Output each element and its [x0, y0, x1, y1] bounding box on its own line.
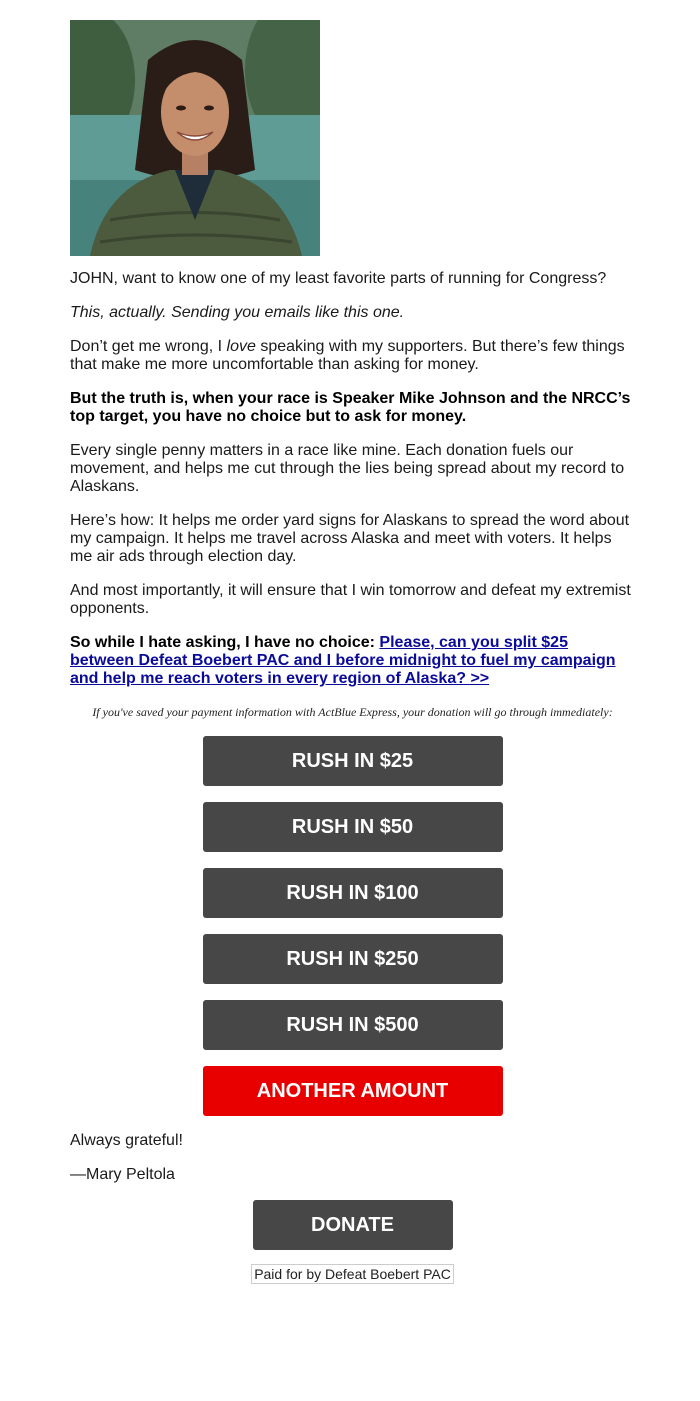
paragraph-truth: But the truth is, when your race is Speaker Mike Johnson and the NRCC’s top target, you have no choice but to ask for money. [70, 390, 631, 425]
signature: —Mary Peltola [70, 1166, 175, 1183]
donation-buttons [70, 736, 635, 1116]
emphasis-love: love [226, 338, 256, 355]
paragraph-dont-get-me-wrong [70, 338, 635, 374]
rush-50-button[interactable]: RUSH IN $50 [203, 802, 503, 852]
rush-25-button[interactable]: RUSH IN $25 [203, 736, 503, 786]
portrait-illustration [70, 20, 320, 256]
paid-for-by-disclaimer: Paid for by Defeat Boebert PAC [251, 1264, 454, 1284]
paragraph-text: speaking with my supporters. But there’s few things that make me more uncomfortable than asking for money. [70, 338, 625, 373]
donate-button-wrap [70, 1200, 635, 1250]
footer-wrap [70, 1250, 635, 1284]
paragraph-every-penny: Every single penny matters in a race like mine. Each donation fuels our movement, and helps me cut through the lies being spread about my record to Alaskans. [70, 442, 625, 495]
paragraph-this-actually: This, actually. Sending you emails like this one. [70, 304, 405, 321]
donate-button[interactable]: DONATE [253, 1200, 453, 1250]
paragraph-heres-how: Here’s how: It helps me order yard signs for Alaskans to spread the word about my campaign. It helps me travel across Alaska and meet with voters. It helps me air ads through election day. [70, 512, 630, 565]
donate-link[interactable]: Please, can you split $25 between Defeat Boebert PAC and I before midnight to fuel my campaign and help me reach voters in every region of Alaska? >> [70, 634, 616, 687]
paragraph-text: Don’t get me wrong, I [70, 338, 227, 355]
rush-100-button[interactable]: RUSH IN $100 [203, 868, 503, 918]
actblue-express-note: If you've saved your payment information with ActBlue Express, your donation will go through immediately: [92, 705, 613, 719]
another-amount-button[interactable]: ANOTHER AMOUNT [203, 1066, 503, 1116]
paragraph-most-importantly: And most importantly, it will ensure that I win tomorrow and defeat my extremist opponents. [70, 582, 631, 617]
signoff: Always grateful! [70, 1132, 183, 1149]
ask-lead-text: So while I hate asking, I have no choice: [70, 634, 380, 651]
paragraph-ask [70, 634, 635, 688]
rush-250-button[interactable]: RUSH IN $250 [203, 934, 503, 984]
rush-500-button[interactable]: RUSH IN $500 [203, 1000, 503, 1050]
email-body [70, 20, 635, 1284]
paragraph-intro: JOHN, want to know one of my least favorite parts of running for Congress? [70, 270, 607, 287]
candidate-photo [70, 20, 320, 256]
